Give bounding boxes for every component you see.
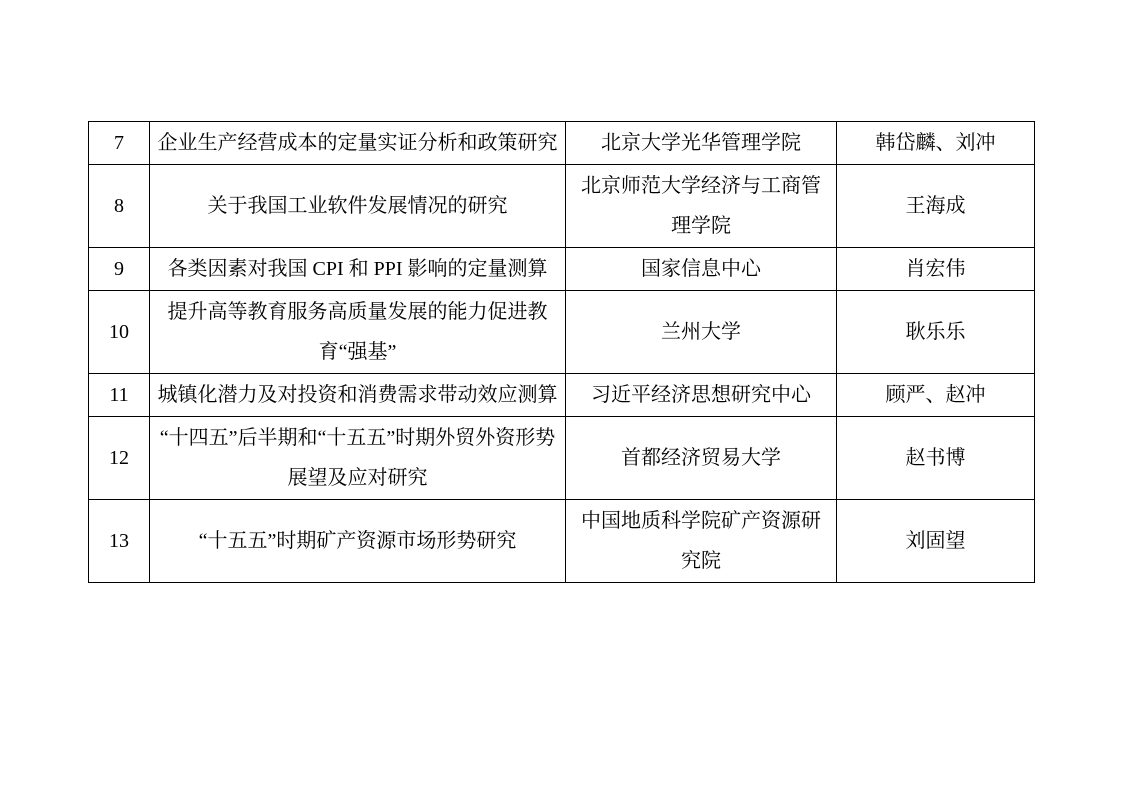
row-number-cell: 7 — [89, 122, 150, 165]
authors-cell: 耿乐乐 — [837, 291, 1035, 374]
project-title-cell: 城镇化潜力及对投资和消费需求带动效应测算 — [150, 374, 566, 417]
authors-cell: 韩岱麟、刘冲 — [837, 122, 1035, 165]
table-row — [89, 122, 1035, 165]
project-title-cell: “十五五”时期矿产资源市场形势研究 — [150, 500, 566, 583]
table-row — [89, 248, 1035, 291]
authors-cell: 赵书博 — [837, 417, 1035, 500]
table-row — [89, 165, 1035, 248]
row-number-cell: 9 — [89, 248, 150, 291]
authors-cell: 刘固望 — [837, 500, 1035, 583]
project-title-cell: 各类因素对我国 CPI 和 PPI 影响的定量测算 — [150, 248, 566, 291]
authors-cell: 顾严、赵冲 — [837, 374, 1035, 417]
authors-cell: 肖宏伟 — [837, 248, 1035, 291]
institution-cell: 习近平经济思想研究中心 — [566, 374, 837, 417]
row-number-cell: 8 — [89, 165, 150, 248]
table-row — [89, 417, 1035, 500]
row-number-cell: 12 — [89, 417, 150, 500]
research-projects-table — [88, 121, 1035, 583]
table-row — [89, 291, 1035, 374]
institution-cell: 中国地质科学院矿产资源研究院 — [566, 500, 837, 583]
institution-cell: 北京师范大学经济与工商管理学院 — [566, 165, 837, 248]
authors-cell: 王海成 — [837, 165, 1035, 248]
row-number-cell: 10 — [89, 291, 150, 374]
project-title-cell: 关于我国工业软件发展情况的研究 — [150, 165, 566, 248]
institution-cell: 首都经济贸易大学 — [566, 417, 837, 500]
institution-cell: 国家信息中心 — [566, 248, 837, 291]
project-title-cell: 提升高等教育服务高质量发展的能力促进教育“强基” — [150, 291, 566, 374]
institution-cell: 兰州大学 — [566, 291, 837, 374]
institution-cell: 北京大学光华管理学院 — [566, 122, 837, 165]
table-row — [89, 374, 1035, 417]
project-title-cell: 企业生产经营成本的定量实证分析和政策研究 — [150, 122, 566, 165]
table-row — [89, 500, 1035, 583]
row-number-cell: 11 — [89, 374, 150, 417]
row-number-cell: 13 — [89, 500, 150, 583]
project-title-cell: “十四五”后半期和“十五五”时期外贸外资形势展望及应对研究 — [150, 417, 566, 500]
